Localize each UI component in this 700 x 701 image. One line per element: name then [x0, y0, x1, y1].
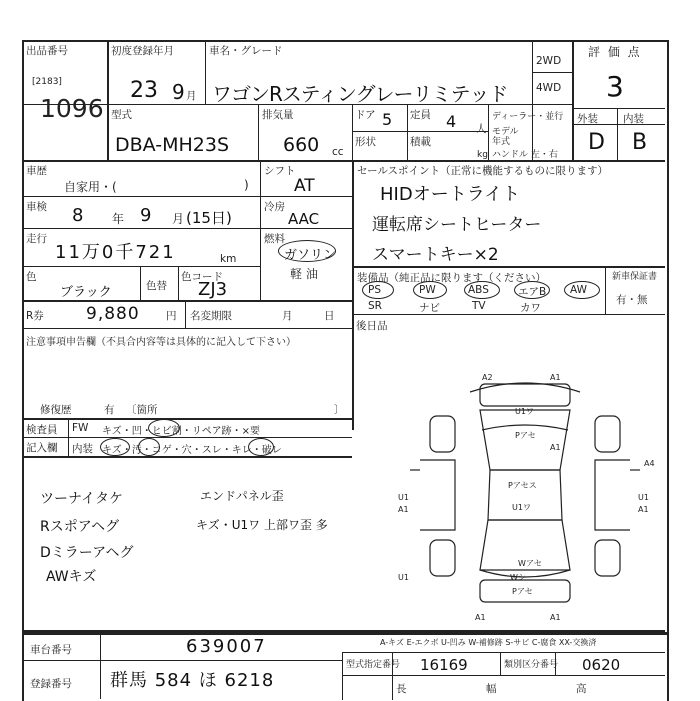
divider [352, 160, 354, 430]
equip-circle [413, 281, 447, 299]
note-line-2: Rスポアヘグ [40, 519, 120, 535]
divider [342, 652, 343, 700]
int-label: 内装 [623, 113, 644, 125]
mark-u1-top: U1ワ [515, 407, 534, 416]
capacity-unit: 人 [476, 123, 487, 135]
mark-a1-b: A1 [550, 443, 561, 452]
divider [352, 131, 488, 132]
model-year-label2: 年式 [492, 137, 511, 147]
equip-aw: AW [570, 284, 587, 296]
mileage-value: 11万0千721 [55, 242, 176, 263]
model-year-label: モデル [492, 127, 519, 137]
divider [352, 104, 353, 160]
in-label: 内装 [72, 443, 93, 455]
displacement-label: 排気量 [262, 109, 294, 121]
carname-value: ワゴンRスティングレーリミテッド [212, 82, 508, 106]
mark-u1-right: U1 [638, 493, 649, 502]
dealer-label: ディーラー・並行 [492, 112, 564, 122]
selling-label: セールスポイント（正常に機能するものに限ります） [357, 165, 609, 177]
equip-circle [564, 281, 600, 299]
mark-a1: A1 [550, 373, 561, 382]
color-label: 色 [26, 271, 37, 283]
type-cert-value: 16169 [420, 656, 468, 674]
divider [22, 266, 260, 267]
reg-value: 群馬 584 ほ 6218 [110, 670, 275, 691]
equip-pw: PW [419, 284, 436, 296]
ac-value: AAC [288, 210, 320, 228]
capacity-value: 4 [446, 112, 457, 131]
first-reg-year: 23 [130, 78, 158, 103]
legend: A-キズ E-エクボ U-凹み W-補修跡 S-サビ C-腐食 XX-交換済 [380, 638, 597, 647]
dim-length-label: 長 [396, 683, 407, 695]
divider [22, 196, 352, 197]
divider [140, 266, 141, 300]
mark-pase-top: Pアセ [515, 431, 536, 440]
recycle-label: R券 [26, 310, 44, 322]
mark-a4: A4 [644, 459, 655, 468]
load-unit: kg [477, 150, 488, 160]
shift-label: シフト [264, 165, 296, 177]
mark-a1-rear-l: A1 [475, 613, 486, 622]
divider [22, 418, 352, 420]
equip-sr: SR [368, 300, 382, 312]
score-value: 3 [606, 70, 624, 103]
equipment-label: 装備品（純正品に限ります（ください） [357, 272, 546, 284]
divider [22, 228, 352, 229]
divider [22, 660, 342, 661]
equip-circle [464, 281, 500, 299]
class-value: 0620 [582, 656, 621, 674]
divider [68, 418, 69, 456]
fuel-alt: 軽 油 [290, 267, 318, 281]
selling-line-3: スマートキー×2 [372, 245, 499, 265]
history-value: 自家用・( [64, 180, 117, 194]
color-code-label: 色コード [181, 271, 223, 283]
inspection-day: (15日) [186, 209, 232, 227]
mark-u1-left: U1 [398, 493, 409, 502]
divider [107, 40, 109, 160]
equip-navi: ナビ [419, 302, 440, 314]
fuel-label: 燃料 [264, 233, 285, 245]
dim-height-label: 高 [576, 683, 587, 695]
divider [605, 266, 606, 314]
shift-value: AT [294, 176, 315, 196]
recycle-unit: 円 [166, 310, 177, 322]
repair-close: 〕 [334, 404, 345, 416]
divider [258, 104, 259, 160]
lot-sub: [2183] [32, 77, 62, 87]
ext-label: 外装 [577, 113, 598, 125]
equip-abs: ABS [468, 284, 489, 296]
equip-ps: PS [368, 284, 381, 296]
repair-value: 有 [104, 404, 115, 416]
load-label: 積載 [410, 136, 431, 148]
first-reg-month: 9 [172, 80, 185, 104]
chassis-value: 639007 [186, 636, 267, 657]
mark-wshi: Wシ [510, 573, 526, 582]
model-label: 型式 [111, 109, 132, 121]
divider [178, 266, 179, 300]
fuel-value: ガソリン [284, 248, 337, 263]
history-close: ) [244, 178, 249, 192]
inspector-label2: 記入欄 [26, 442, 58, 454]
inspection-month-unit: 月 [172, 212, 185, 226]
divider [205, 40, 206, 104]
divider [617, 108, 618, 160]
note-line-3: Dミラーアヘグ [40, 545, 134, 561]
mileage-unit: km [220, 253, 237, 265]
equip-airbag: エアB [518, 286, 547, 298]
inspector-label: 検査員 [26, 424, 58, 436]
mark-pases: Pアセス [508, 481, 537, 490]
drive-4wd: 4WD [536, 82, 562, 94]
fw-circle [148, 419, 180, 437]
ac-label: 冷房 [264, 201, 285, 213]
car-diagram [400, 370, 668, 630]
note-line-1: ツーナイタケ [40, 491, 124, 507]
class-label: 類別区分番号 [504, 660, 559, 670]
divider [342, 675, 665, 676]
equip-circle [362, 281, 394, 299]
divider [185, 300, 186, 328]
divider [22, 456, 352, 458]
inspection-year-unit: 年 [112, 212, 125, 226]
name-change-month: 月 [282, 310, 293, 322]
divider [22, 630, 665, 632]
repair-place: 〔箇所 [126, 404, 158, 416]
mark-a1-right: A1 [638, 505, 649, 514]
note-line-4: AWキズ [46, 569, 97, 585]
history-label: 車歴 [26, 165, 47, 177]
divider [100, 633, 101, 699]
in-items: キズ・汚・コゲ・穴・スレ・キレ・破レ [102, 445, 282, 456]
note-line-6: キズ・U1ワ 上部ワ歪 多 [196, 518, 328, 532]
divider [22, 328, 352, 329]
mark-a2: A2 [482, 373, 493, 382]
lot-number: 1096 [40, 94, 104, 123]
divider [572, 108, 665, 109]
notes-label: 注意事項申告欄（不具合内容等は具体的に記入して下さい） [26, 337, 296, 348]
divider [488, 104, 489, 160]
equip-leather: カワ [520, 302, 541, 314]
equip-circle [514, 281, 550, 299]
equip-tv: TV [472, 300, 486, 312]
inspection-month: 9 [140, 205, 152, 226]
lot-label: 出品番号 [26, 45, 68, 57]
note-line-5: エンドパネル歪 [200, 489, 284, 503]
new-car-value: 有・無 [616, 294, 648, 306]
chassis-label: 車台番号 [30, 644, 72, 656]
selling-line-2: 運転席シートヒーター [372, 215, 542, 235]
divider [352, 314, 665, 315]
divider [22, 160, 665, 162]
inspection-label: 車検 [26, 201, 47, 213]
first-reg-label: 初度登録年月 [111, 45, 174, 57]
int-value: B [632, 130, 648, 155]
score-label: 評 価 点 [588, 45, 642, 59]
divider [352, 266, 665, 268]
divider [572, 40, 574, 160]
selling-line-1: HIDオートライト [380, 184, 521, 205]
dim-width-label: 幅 [486, 683, 497, 695]
fw-items: キズ・凹・ヒビ割・リペア跡・×要 [102, 426, 260, 437]
divider [407, 104, 408, 160]
mark-pase-rear: Pアセ [512, 587, 533, 596]
doors-label: ドア [355, 109, 376, 121]
mark-a1-rear-r: A1 [550, 613, 561, 622]
mileage-label: 走行 [26, 233, 47, 245]
doors-value: 5 [382, 110, 393, 129]
displacement-unit: cc [332, 146, 344, 158]
color-change-label: 色替 [146, 280, 167, 292]
displacement-value: 660 [283, 134, 320, 156]
divider [22, 437, 352, 438]
first-reg-month-unit: 月 [186, 90, 197, 102]
color-code-value: ZJ3 [198, 279, 228, 300]
capacity-label: 定員 [410, 109, 431, 121]
ext-value: D [588, 130, 605, 155]
in-circle-2 [138, 438, 160, 456]
divider [22, 300, 352, 302]
divider [342, 652, 665, 653]
repair-label: 修復歴 [40, 404, 72, 416]
drive-2wd: 2WD [536, 55, 562, 67]
type-cert-label: 型式指定番号 [346, 660, 401, 670]
name-change-label: 名変期限 [190, 310, 232, 322]
carname-label: 車名・グレード [209, 45, 283, 57]
in-circle-3 [248, 438, 274, 456]
shape-label: 形状 [355, 136, 376, 148]
reg-label: 登録番号 [30, 678, 72, 690]
divider [260, 160, 261, 300]
handle-label: ハンドル 左・右 [492, 150, 558, 160]
mark-a1-left: A1 [398, 505, 409, 514]
color-value: ブラック [60, 285, 112, 300]
name-change-day: 日 [324, 310, 335, 322]
mark-u1-rear: U1 [398, 573, 409, 582]
divider [532, 72, 572, 73]
fuel-circle [278, 240, 336, 262]
model-value: DBA-MH23S [115, 134, 230, 156]
mark-u1-mid: U1ワ [512, 503, 531, 512]
divider [500, 652, 501, 675]
mark-wase: Wアセ [518, 559, 542, 568]
inspection-year: 8 [72, 205, 84, 226]
in-circle-1 [100, 438, 130, 456]
divider [532, 40, 533, 160]
recycle-value: 9,880 [86, 304, 140, 324]
fw-label: FW [72, 422, 89, 434]
rear-label: 後日品 [356, 320, 388, 332]
new-car-label: 新車保証書 [612, 272, 658, 282]
